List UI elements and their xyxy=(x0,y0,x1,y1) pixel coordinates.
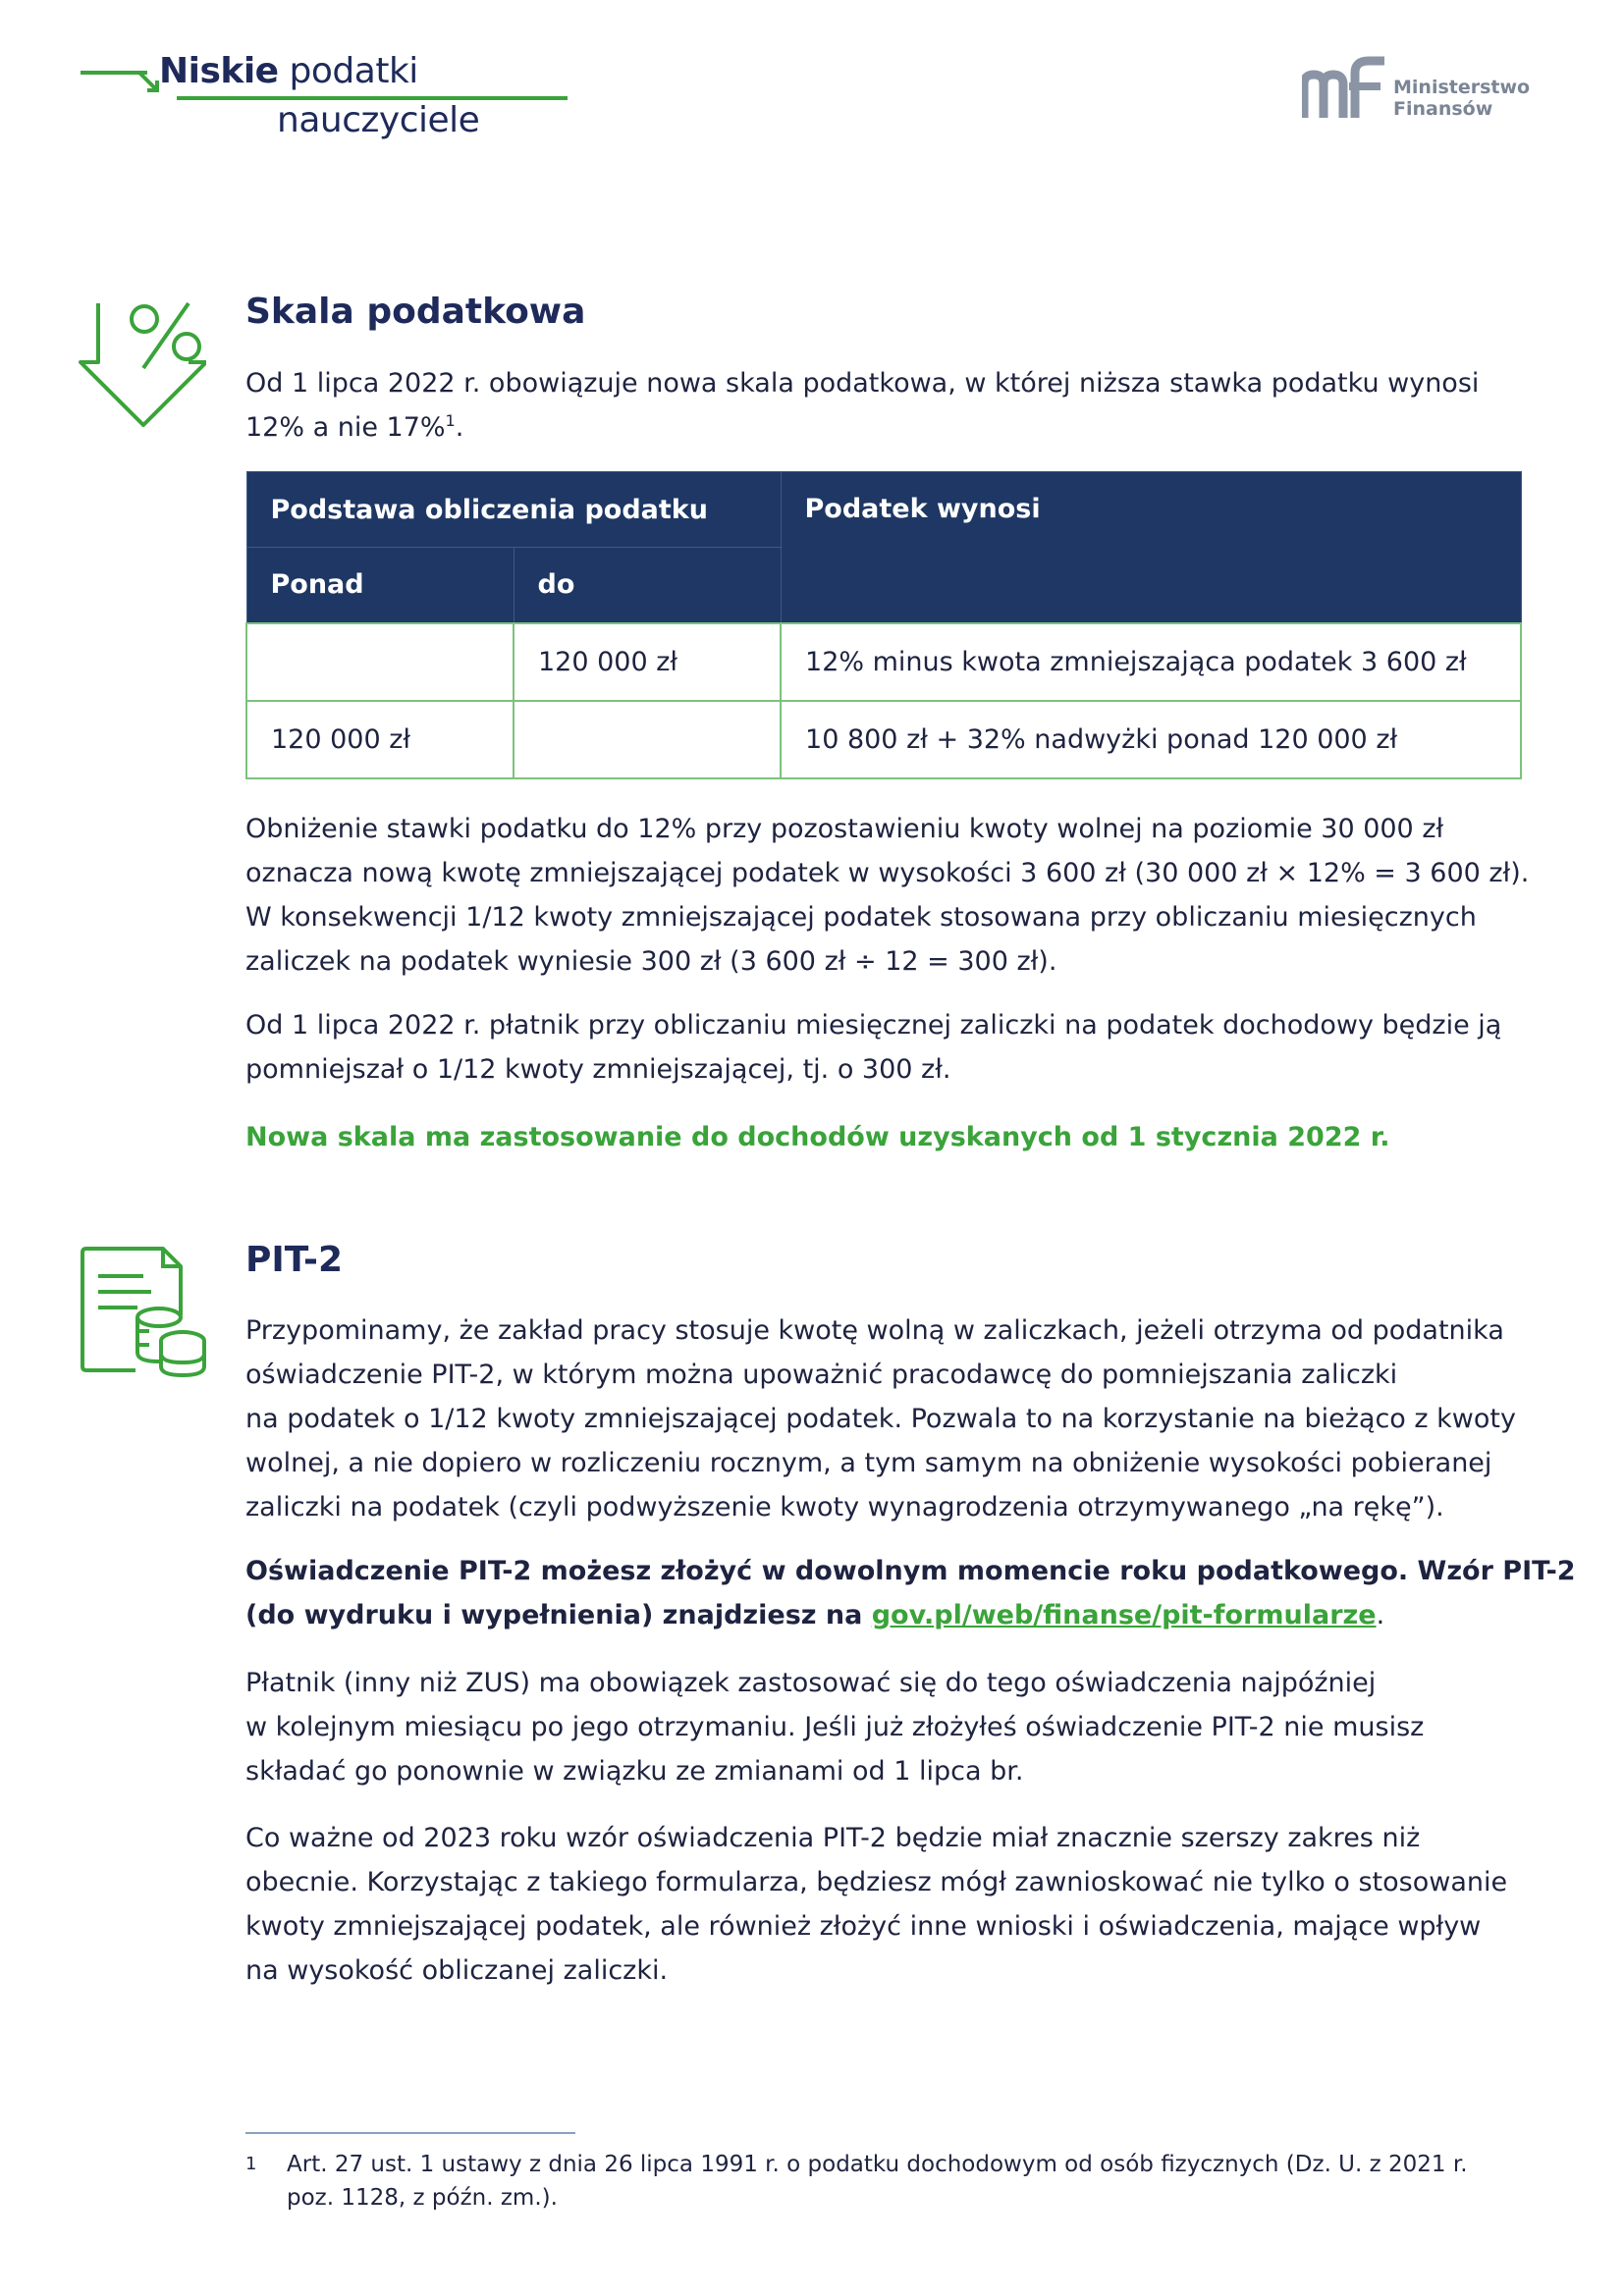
tax-scale-table xyxy=(245,471,1520,781)
pit-forms-link[interactable]: gov.pl/web/finanse/pit-formularze xyxy=(871,1600,1377,1630)
logo-line1: Niskie podatki xyxy=(159,51,418,91)
section-heading-skala: Skala podatkowa xyxy=(245,292,586,332)
document-coins-icon xyxy=(79,1247,210,1378)
skala-highlight: Nowa skala ma zastosowanie do dochodów uzyskanych od 1 stycznia 2022 r. xyxy=(245,1122,1390,1152)
pit2-paragraph-4: Co ważne od 2023 roku wzór oświadczenia PIT-2 będzie miał znacznie szerszy zakres niż obecnie. Korzystając z takiego formularza, będziesz mógł zawnioskować nie tylko o stosowanie kwoty zmniejszającej podatek, ale również złożyć inne wnioski i oświadczenia, mające wpływ na wysokość obliczanej zaliczki. xyxy=(245,1823,1508,1986)
skala-paragraph-2: Od 1 lipca 2022 r. płatnik przy obliczaniu miesięcznej zaliczki na podatek dochodowy będzie ją pomniejszał o 1/12 kwoty zmniejszającej, tj. o 300 zł. xyxy=(245,1010,1502,1085)
table-cell-tax: 10 800 zł + 32% nadwyżki ponad 120 000 zł xyxy=(781,701,1521,778)
niskie-podatki-logo xyxy=(79,51,491,149)
skala-intro: Od 1 lipca 2022 r. obowiązuje nowa skala podatkowa, w której niższa stawka podatku wynosi 12% a nie 17%$^1$. xyxy=(245,368,1480,443)
ministry-name: Ministerstwo Finansów xyxy=(1393,77,1531,120)
skala-paragraph-1: Obniżenie stawki podatku do 12% przy pozostawieniu kwoty wolnej na poziomie 30 000 zł oznacza nową kwotę zmniejszającej podatek w wysokości 3 600 zł (30 000 zł × 12% = 3 600 zł). W konsekwencji 1/12 kwoty zmniejszającej podatek stosowana przy obliczaniu miesięcznych zaliczek na podatek wyniesie 300 zł (3 600 zł ÷ 12 = 300 zł). xyxy=(245,814,1530,977)
pit2-bold-paragraph: Oświadczenie PIT-2 możesz złożyć w dowolnym momencie roku podatkowego. Wzór PIT-2 (do wydruku i wypełnienia) znajdziesz na gov.pl/web/finanse/pit-formularze. xyxy=(245,1556,1576,1630)
table-cell-tax: 12% minus kwota zmniejszająca podatek 3 600 zł xyxy=(781,623,1521,701)
pit2-paragraph-3: Płatnik (inny niż ZUS) ma obowiązek zastosować się do tego oświadczenia najpóźniej w kolejnym miesiącu po jego otrzymaniu. Jeśli już złożyłeś oświadczenie PIT-2 nie musisz składać go ponownie w związku ze zmianami od 1 lipca br. xyxy=(245,1668,1425,1787)
ministry-logo xyxy=(1302,55,1538,124)
table-header-basis: Podstawa obliczenia podatku xyxy=(246,472,781,548)
table-header-to: do xyxy=(514,548,781,623)
table-row xyxy=(246,623,1521,701)
table-cell-to xyxy=(514,701,781,778)
footnote-text: Art. 27 ust. 1 ustawy z dnia 26 lipca 1991 r. o podatku dochodowym od osób fizycznych (Dz. U. z 2021 r. poz. 1128, z późn. zm.). xyxy=(287,2152,1468,2211)
pit2-paragraph-1: Przypominamy, że zakład pracy stosuje kwotę wolną w zaliczkach, jeżeli otrzyma od podatnika oświadczenie PIT-2, w którym można upoważnić pracodawcę do pomniejszania zaliczki na podatek o 1/12 kwoty zmniejszającej podatek. Pozwala to na korzystanie na bieżąco z kwoty wolnej, a nie dopiero w rozliczeniu rocznym, a tym samym na obniżenie wysokości pobieranej zaliczki na podatek (czyli podwyższenie kwoty wynagrodzenia otrzymywanego „na rękę”). xyxy=(245,1315,1516,1522)
logo-line2: nauczyciele xyxy=(277,100,480,140)
footnote-marker: 1 xyxy=(245,2154,257,2174)
percent-down-icon xyxy=(79,299,206,427)
arrow-icon xyxy=(79,51,167,100)
ministry-logo-icon xyxy=(1302,55,1390,120)
footnote-separator xyxy=(245,2132,575,2134)
table-cell-over: 120 000 zł xyxy=(246,701,514,778)
table-header-over: Ponad xyxy=(246,548,514,623)
table-header-tax: Podatek wynosi xyxy=(781,472,1521,623)
section-heading-pit2: PIT-2 xyxy=(245,1240,344,1280)
footnote-ref[interactable]: 1 xyxy=(445,411,456,430)
table-row xyxy=(246,701,1521,778)
table-cell-to: 120 000 zł xyxy=(514,623,781,701)
table-cell-over xyxy=(246,623,514,701)
